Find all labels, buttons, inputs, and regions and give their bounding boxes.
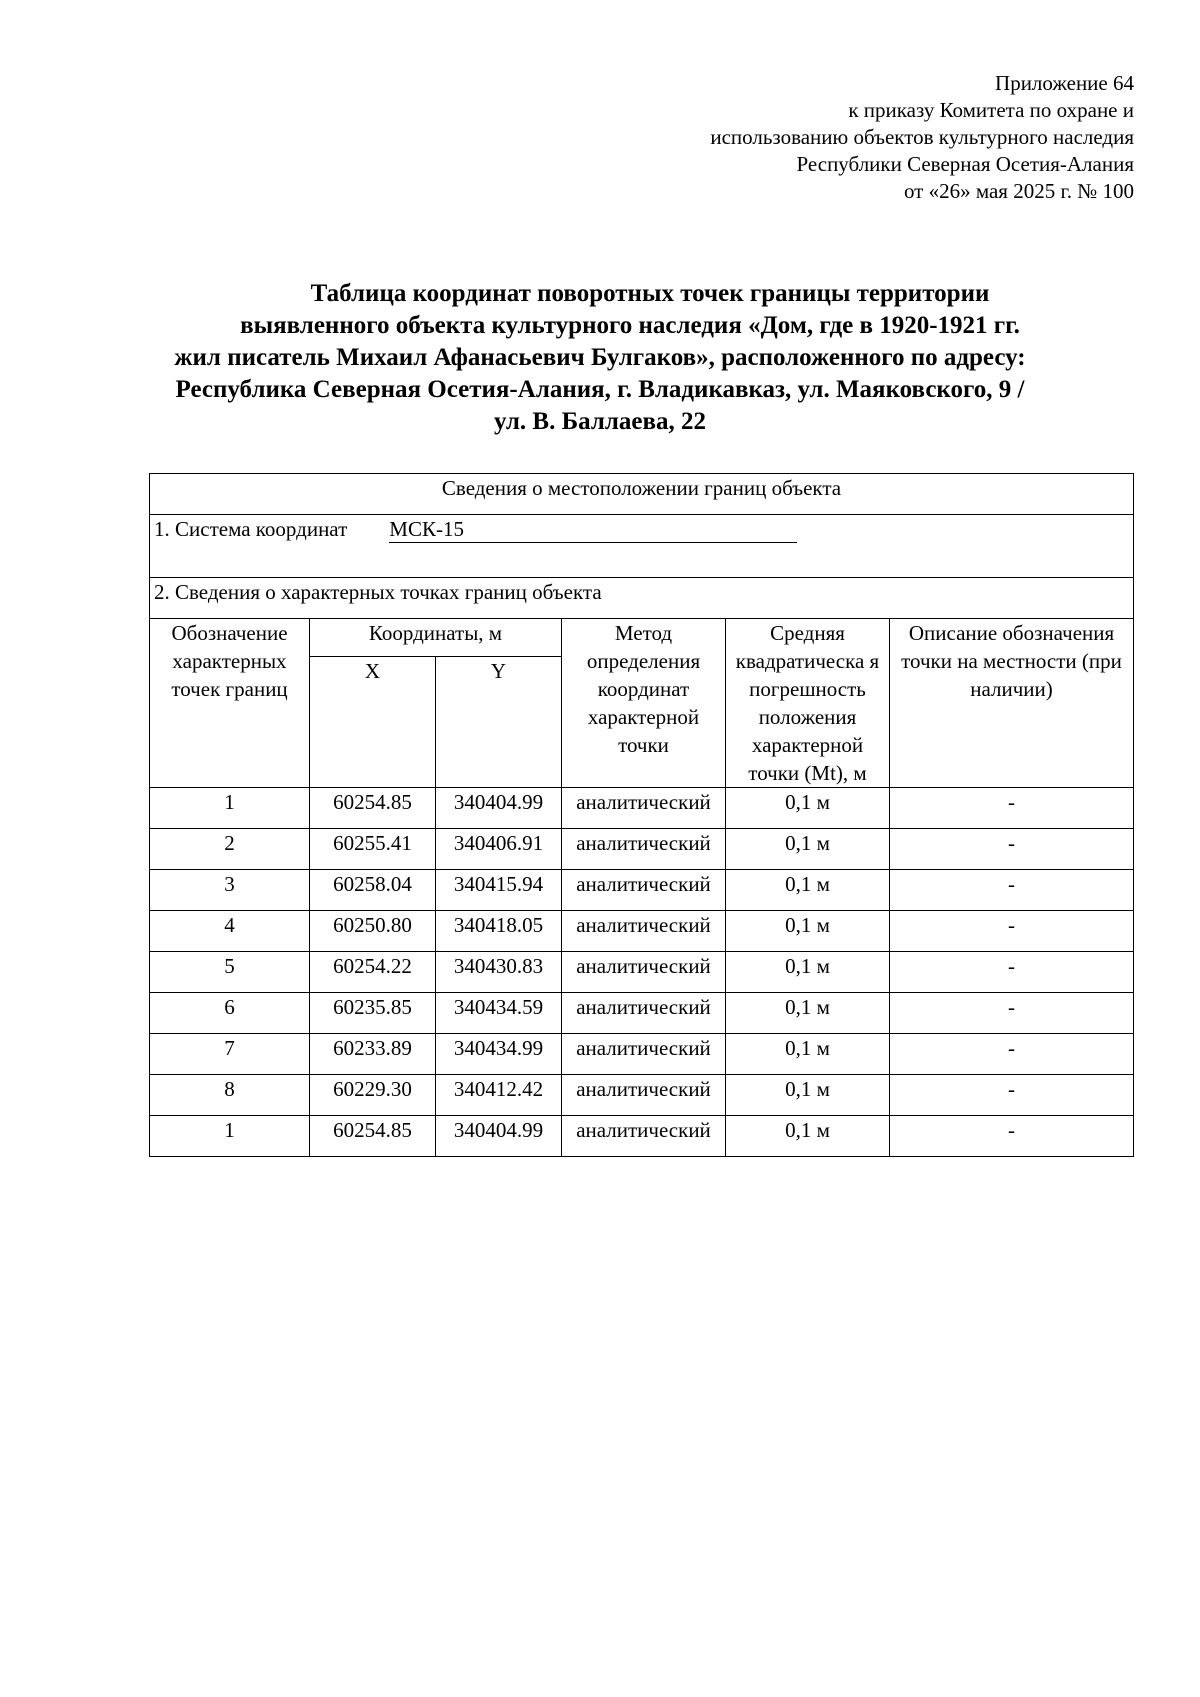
table-row [150,1075,1134,1116]
appendix-line: к приказу Комитета по охране и [848,98,1134,122]
y-cell: 340434.99 [436,1034,562,1075]
title-line: Таблица координат поворотных точек границы территории [310,280,990,307]
x-cell: 60235.85 [310,993,436,1034]
description-cell: - [890,1116,1134,1157]
header-x: X [310,657,436,788]
table-row [150,911,1134,952]
description-cell: - [890,788,1134,829]
title-line: жил писатель Михаил Афанасьевич Булгаков», расположенного по адресу: [174,344,1026,371]
table-row [150,1034,1134,1075]
coordinate-system-row [150,515,1134,578]
y-cell: 340434.59 [436,993,562,1034]
point-cell: 2 [150,829,310,870]
y-cell: 340415.94 [436,870,562,911]
appendix-line: Приложение 64 [995,71,1134,95]
method-cell: аналитический [562,952,726,993]
table-row [150,829,1134,870]
header-method: Метод определения координат характерной точки [562,619,726,788]
title-line: выявленного объекта культурного наследия «Дом, где в 1920-1921 гг. [240,312,1020,339]
point-cell: 3 [150,870,310,911]
point-cell: 5 [150,952,310,993]
x-cell: 60254.85 [310,788,436,829]
appendix-line: от «26» мая 2025 г. № 100 [903,179,1134,203]
header-y: Y [436,657,562,788]
title-line: ул. В. Баллаева, 22 [494,408,706,435]
table-row [150,1116,1134,1157]
y-cell: 340430.83 [436,952,562,993]
method-cell: аналитический [562,911,726,952]
method-cell: аналитический [562,870,726,911]
coordinates-table [149,473,1134,1157]
point-cell: 4 [150,911,310,952]
description-cell: - [890,911,1134,952]
table-row [150,870,1134,911]
y-cell: 340412.42 [436,1075,562,1116]
x-cell: 60254.85 [310,1116,436,1157]
y-cell: 340404.99 [436,788,562,829]
header-description: Описание обозначения точки на местности (при наличии) [890,619,1134,788]
coordinate-system-label: 1. Система координат [154,517,348,541]
table-row [150,993,1134,1034]
description-cell: - [890,993,1134,1034]
method-cell: аналитический [562,993,726,1034]
header-designation: Обозначение характерных точек границ [150,619,310,788]
x-cell: 60229.30 [310,1075,436,1116]
error-cell: 0,1 м [726,911,890,952]
description-cell: - [890,870,1134,911]
document-title [80,278,1120,438]
method-cell: аналитический [562,1034,726,1075]
description-cell: - [890,1075,1134,1116]
error-cell: 0,1 м [726,870,890,911]
point-cell: 6 [150,993,310,1034]
error-cell: 0,1 м [726,1075,890,1116]
table-row [150,788,1134,829]
error-cell: 0,1 м [726,788,890,829]
x-cell: 60254.22 [310,952,436,993]
description-cell: - [890,829,1134,870]
x-cell: 60233.89 [310,1034,436,1075]
points-caption: 2. Сведения о характерных точках границ объекта [150,578,1134,619]
point-cell: 7 [150,1034,310,1075]
points-caption-row [150,578,1134,619]
coordinate-system-cell [150,515,1134,578]
point-cell: 1 [150,788,310,829]
coordinate-system-value: МСК-15 [389,516,797,543]
error-cell: 0,1 м [726,952,890,993]
table-row [150,952,1134,993]
header-coordinates: Координаты, м [310,619,562,657]
y-cell: 340406.91 [436,829,562,870]
method-cell: аналитический [562,788,726,829]
header-error: Средняя квадратическа я погрешность положения характерной точки (Mt), м [726,619,890,788]
method-cell: аналитический [562,1116,726,1157]
description-cell: - [890,952,1134,993]
point-cell: 8 [150,1075,310,1116]
x-cell: 60255.41 [310,829,436,870]
method-cell: аналитический [562,1075,726,1116]
appendix-block [434,70,1134,205]
x-cell: 60250.80 [310,911,436,952]
description-cell: - [890,1034,1134,1075]
point-cell: 1 [150,1116,310,1157]
table-header-row [150,619,1134,657]
method-cell: аналитический [562,829,726,870]
y-cell: 340418.05 [436,911,562,952]
y-cell: 340404.99 [436,1116,562,1157]
title-line: Республика Северная Осетия-Алания, г. Владикавказ, ул. Маяковского, 9 / [175,376,1025,403]
error-cell: 0,1 м [726,829,890,870]
error-cell: 0,1 м [726,993,890,1034]
table-caption-row [150,474,1134,515]
appendix-line: использованию объектов культурного наследия [710,125,1134,149]
table-caption: Сведения о местоположении границ объекта [150,474,1134,515]
x-cell: 60258.04 [310,870,436,911]
error-cell: 0,1 м [726,1116,890,1157]
error-cell: 0,1 м [726,1034,890,1075]
appendix-line: Республики Северная Осетия-Алания [796,152,1134,176]
